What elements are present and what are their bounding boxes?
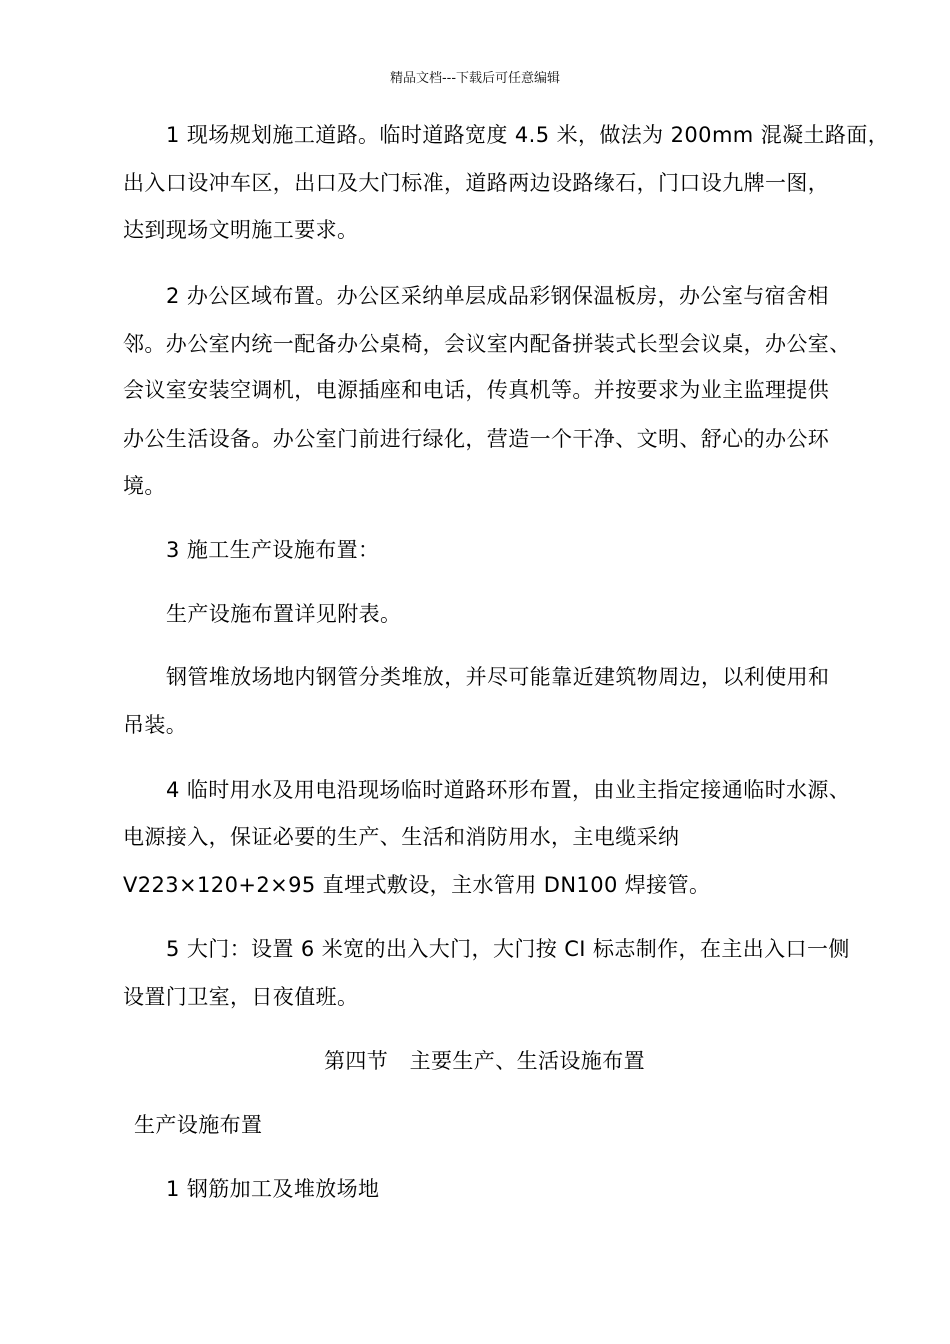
paragraph-7-line-2: 设置门卫室，日夜值班。 <box>123 985 359 1009</box>
section-title: 第四节 主要生产、生活设施布置 <box>324 1049 645 1073</box>
paragraph-2-line-1: 2 办公区域布置。办公区采纳单层成品彩钢保温板房，办公室与宿舍相 <box>166 284 829 308</box>
paragraph-4-line-1: 生产设施布置详见附表。 <box>166 602 402 626</box>
page-header: 精品文档---下载后可任意编辑 <box>389 71 561 86</box>
paragraph-7-line-1: 5 大门：设置 6 米宽的出入大门，大门按 CI 标志制作，在主出入口一侧 <box>166 937 850 961</box>
list-item-1: 1 钢筋加工及堆放场地 <box>166 1177 380 1201</box>
paragraph-5-line-2: 吊装。 <box>123 713 188 737</box>
paragraph-2-line-5: 境。 <box>123 474 166 498</box>
paragraph-6-line-1: 4 临时用水及用电沿现场临时道路环形布置，由业主指定接通临时水源、 <box>166 778 851 802</box>
paragraph-6-line-2: 电源接入，保证必要的生产、生活和消防用水，主电缆采纳 <box>123 825 680 849</box>
paragraph-3-line-1: 3 施工生产设施布置： <box>166 538 380 562</box>
paragraph-2-line-4: 办公生活设备。办公室门前进行绿化，营造一个干净、文明、舒心的办公环 <box>123 427 830 451</box>
paragraph-1-line-1: 1 现场规划施工道路。临时道路宽度 4.5 米，做法为 200mm 混凝土路面， <box>166 123 890 147</box>
paragraph-1-line-2: 出入口设冲车区，出口及大门标准，道路两边设路缘石，门口设九牌一图， <box>123 171 830 195</box>
paragraph-1-line-3: 达到现场文明施工要求。 <box>123 218 359 242</box>
paragraph-5-line-1: 钢管堆放场地内钢管分类堆放，并尽可能靠近建筑物周边，以利使用和 <box>166 665 830 689</box>
paragraph-2-line-3: 会议室安装空调机，电源插座和电话，传真机等。并按要求为业主监理提供 <box>123 378 830 402</box>
paragraph-2-line-2: 邻。办公室内统一配备办公桌椅，会议室内配备拼装式长型会议桌，办公室、 <box>123 332 851 356</box>
paragraph-6-line-3: V223×120+2×95 直埋式敷设，主水管用 DN100 焊接管。 <box>123 873 711 897</box>
subheading: 生产设施布置 <box>134 1113 263 1137</box>
